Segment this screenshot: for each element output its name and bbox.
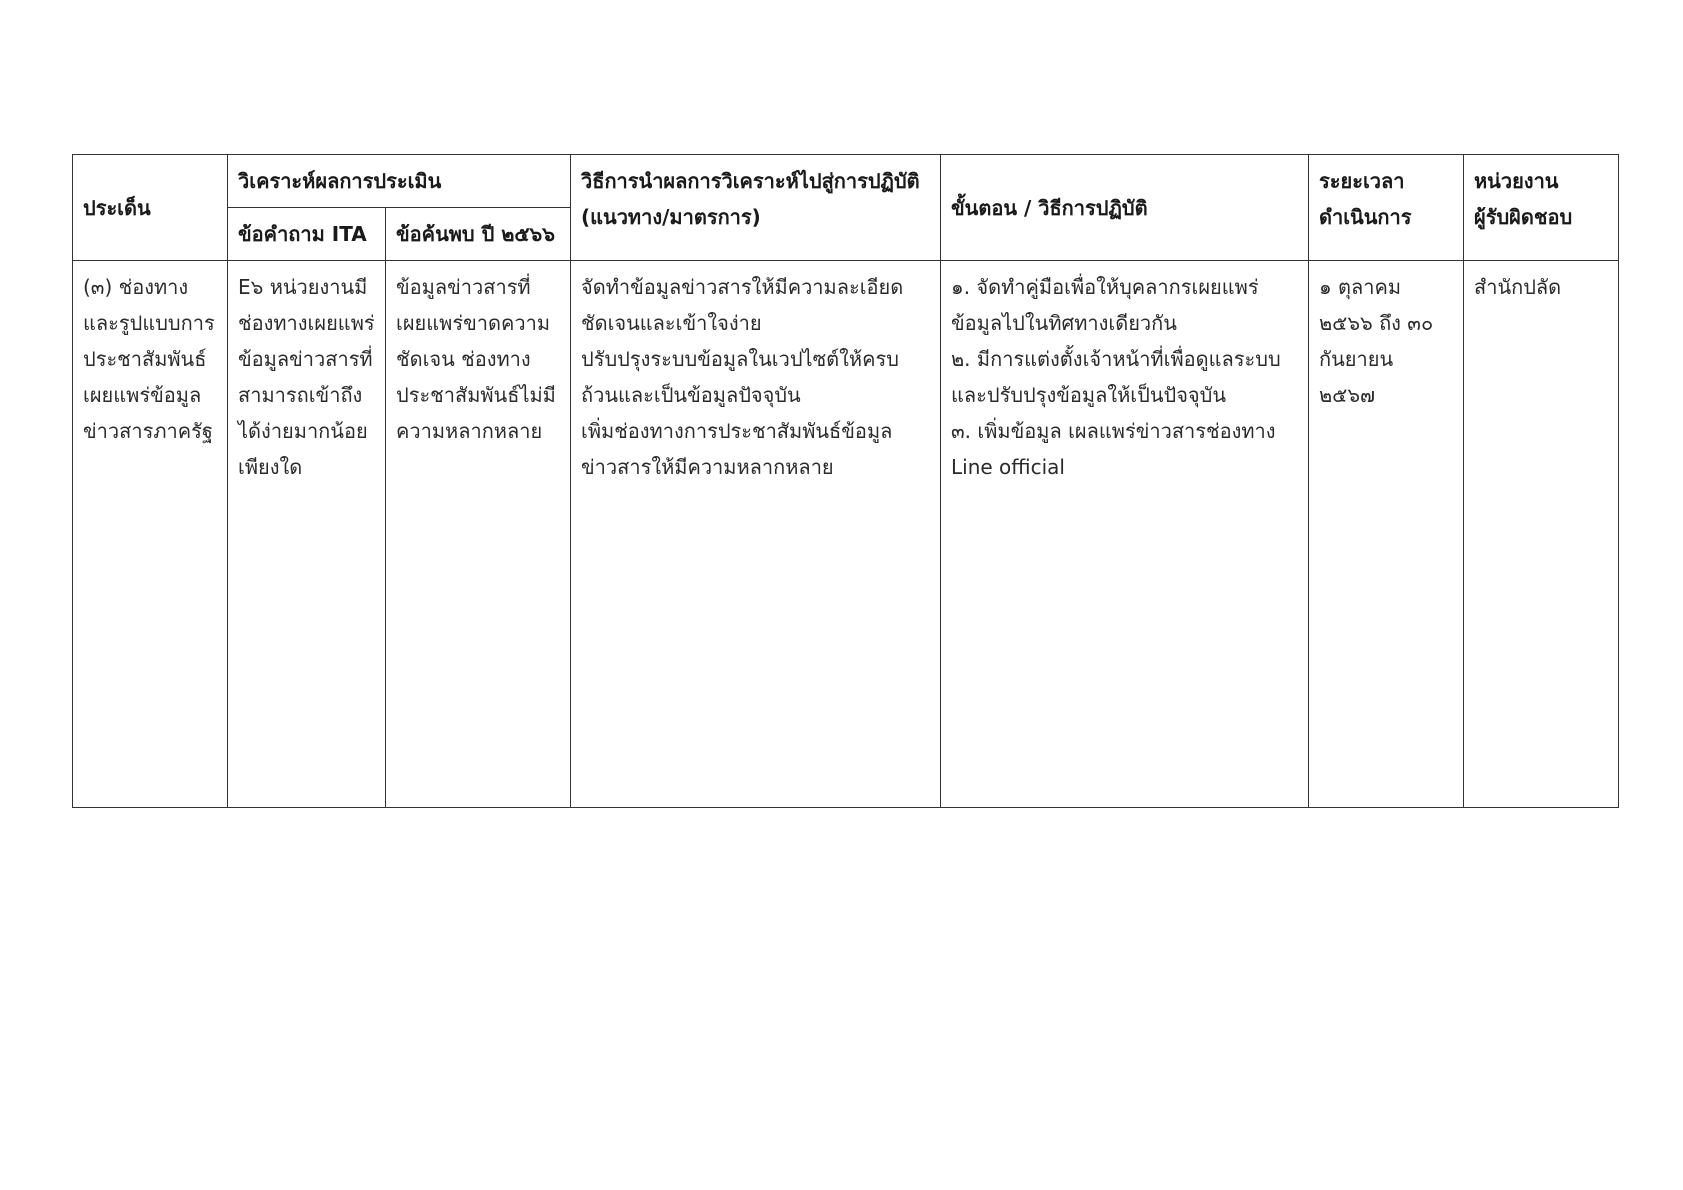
- header-finding: [386, 208, 571, 261]
- cell-ita-question: [228, 261, 386, 808]
- cell-issue: [73, 261, 228, 808]
- method-item: จัดทำข้อมูลข่าวสารให้มีความละเอียดชัดเจนและเข้าใจง่าย: [581, 275, 904, 335]
- method-item: เพิ่มช่องทางการประชาสัมพันธ์ข้อมูลข่าวสารให้มีความหลากหลาย: [581, 419, 893, 479]
- header-method: [571, 155, 941, 261]
- cell-period: [1309, 261, 1464, 808]
- header-finding-label: ข้อค้นพบ ปี ๒๕๖๖: [396, 222, 555, 246]
- cell-methods: [571, 261, 941, 808]
- header-period: [1309, 155, 1464, 261]
- cell-finding: [386, 261, 571, 808]
- table-row: [73, 261, 1619, 808]
- header-ita-question-label: ข้อคำถาม ITA: [238, 222, 367, 246]
- method-item: ปรับปรุงระบบข้อมูลในเวปไซต์ให้ครบถ้วนและเป็นข้อมูลปัจจุบัน: [581, 347, 899, 407]
- ita-question-text: E๖ หน่วยงานมีช่องทางเผยแพร่ข้อมูลข่าวสารที่สามารถเข้าถึงได้ง่ายมากน้อยเพียงใด: [238, 275, 375, 479]
- header-period-line2: ดำเนินการ: [1319, 205, 1412, 229]
- finding-text: ข้อมูลข่าวสารที่เผยแพร่ขาดความชัดเจน ช่องทางประชาสัมพันธ์ไม่มีความหลากหลาย: [396, 275, 556, 443]
- header-period-line1: ระยะเวลา: [1319, 169, 1405, 193]
- header-steps-label: ขั้นตอน / วิธีการปฏิบัติ: [951, 195, 1148, 220]
- header-ita-question: [228, 208, 386, 261]
- period-text: ๑ ตุลาคม ๒๕๖๖ ถึง ๓๐ กันยายน ๒๕๖๗: [1319, 275, 1434, 407]
- action-plan-table: [72, 154, 1619, 808]
- step-item: ๓. เพิ่มข้อมูล เผลแพร่ข่าวสารช่องทาง Line official: [951, 419, 1276, 479]
- header-issue-label: ประเด็น: [83, 195, 151, 220]
- step-item: ๑. จัดทำคู่มือเพื่อให้บุคลากรเผยแพร่ข้อมูลไปในทิศทางเดียวกัน: [951, 275, 1259, 335]
- unit-text: สำนักปลัด: [1474, 275, 1562, 299]
- cell-unit: [1464, 261, 1619, 808]
- header-method-line2: (แนวทาง/มาตรการ): [581, 205, 761, 229]
- header-steps: [941, 155, 1309, 261]
- header-method-line1: วิธีการนำผลการวิเคราะห์ไปสู่การปฏิบัติ: [581, 169, 920, 193]
- header-unit: [1464, 155, 1619, 261]
- cell-steps: [941, 261, 1309, 808]
- header-analysis-group: [228, 155, 571, 208]
- header-analysis-group-label: วิเคราะห์ผลการประเมิน: [238, 169, 442, 193]
- issue-text: (๓) ช่องทางและรูปแบบการประชาสัมพันธ์เผยแพร่ข้อมูลข่าวสารภาครัฐ: [83, 275, 215, 443]
- header-unit-line1: หน่วยงาน: [1474, 169, 1559, 193]
- step-item: ๒. มีการแต่งตั้งเจ้าหน้าที่เพื่อดูแลระบบและปรับปรุงข้อมูลให้เป็นปัจจุบัน: [951, 347, 1281, 407]
- header-unit-line2: ผู้รับผิดชอบ: [1474, 205, 1573, 229]
- header-issue: [73, 155, 228, 261]
